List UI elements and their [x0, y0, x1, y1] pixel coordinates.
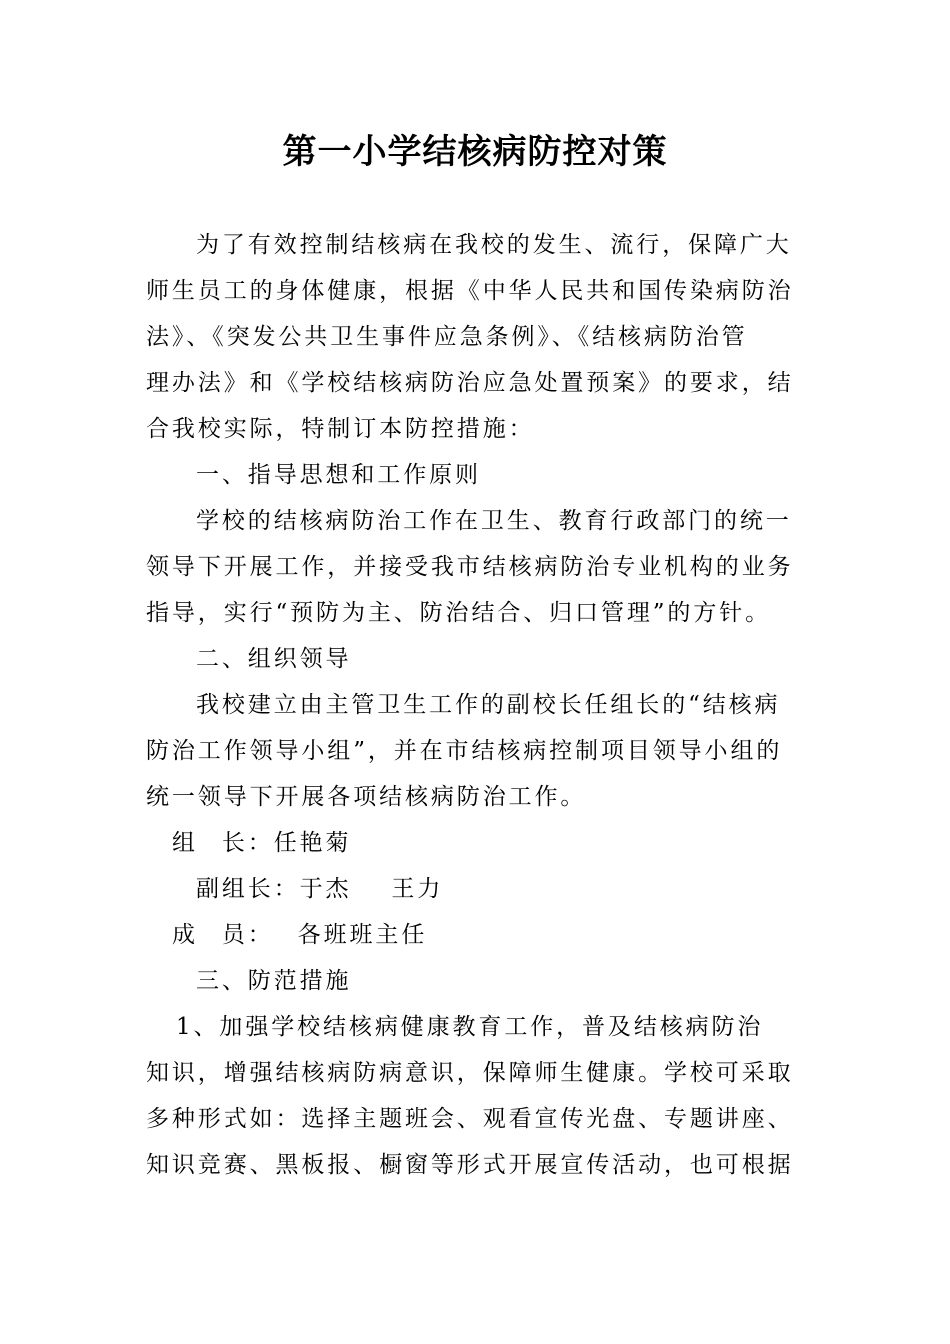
paragraph-line: 统一领导下开展各项结核病防治工作。: [146, 784, 587, 810]
deputy-name-2: 王力: [391, 876, 444, 902]
leader-label-b: 长：: [221, 830, 274, 856]
paragraph-line: 法》、《突发公共卫生事件应急条例》、《结核病防治管: [146, 324, 748, 350]
leader-line: [146, 820, 806, 866]
deputy-label: 副组长：: [196, 876, 300, 902]
leader-name: 任艳菊: [273, 830, 352, 856]
members-label-a: 成: [172, 922, 198, 948]
section-heading: 二、组织领导: [196, 646, 352, 672]
paragraph-line: 知识竞赛、黑板报、橱窗等形式开展宣传活动，也可根据: [146, 1152, 794, 1178]
paragraph-line: 理办法》和《学校结核病防治应急处置预案》的要求，结: [146, 370, 794, 396]
deputy-name-1: 于杰: [299, 876, 352, 902]
paragraph-line: 为了有效控制结核病在我校的发生、流行，保障广大: [196, 232, 792, 258]
paragraph-line: 1、加强学校结核病健康教育工作，普及结核病防治: [176, 1014, 764, 1040]
section-heading: 一、指导思想和工作原则: [196, 462, 481, 488]
paragraph-line: 知识，增强结核病防病意识，保障师生健康。学校可采取: [146, 1060, 794, 1086]
document-title: 第一小学结核病防控对策: [282, 132, 668, 172]
section-heading: 三、防范措施: [196, 968, 352, 994]
paragraph-line: 领导下开展工作，并接受我市结核病防治专业机构的业务: [146, 554, 794, 580]
paragraph-line: 多种形式如：选择主题班会、观看宣传光盘、专题讲座、: [146, 1106, 794, 1132]
paragraph-line: 指导，实行“预防为主、防治结合、归口管理”的方针。: [146, 600, 772, 626]
document-body: [146, 222, 806, 1188]
paragraph-line: 师生员工的身体健康，根据《中华人民共和国传染病防治: [146, 278, 794, 304]
members-line: [146, 912, 806, 958]
deputy-line: [146, 866, 806, 912]
members-label-b: 员：: [221, 922, 274, 948]
members-value: 各班班主任: [297, 922, 428, 948]
leader-label-a: 组: [172, 830, 198, 856]
paragraph-line: 合我校实际，特制订本防控措施：: [146, 416, 535, 442]
paragraph-line: 学校的结核病防治工作在卫生、教育行政部门的统一: [196, 508, 792, 534]
paragraph-line: 我校建立由主管卫生工作的副校长任组长的“结核病: [196, 692, 781, 718]
paragraph-line: 防治工作领导小组”，并在市结核病控制项目领导小组的: [146, 738, 783, 764]
